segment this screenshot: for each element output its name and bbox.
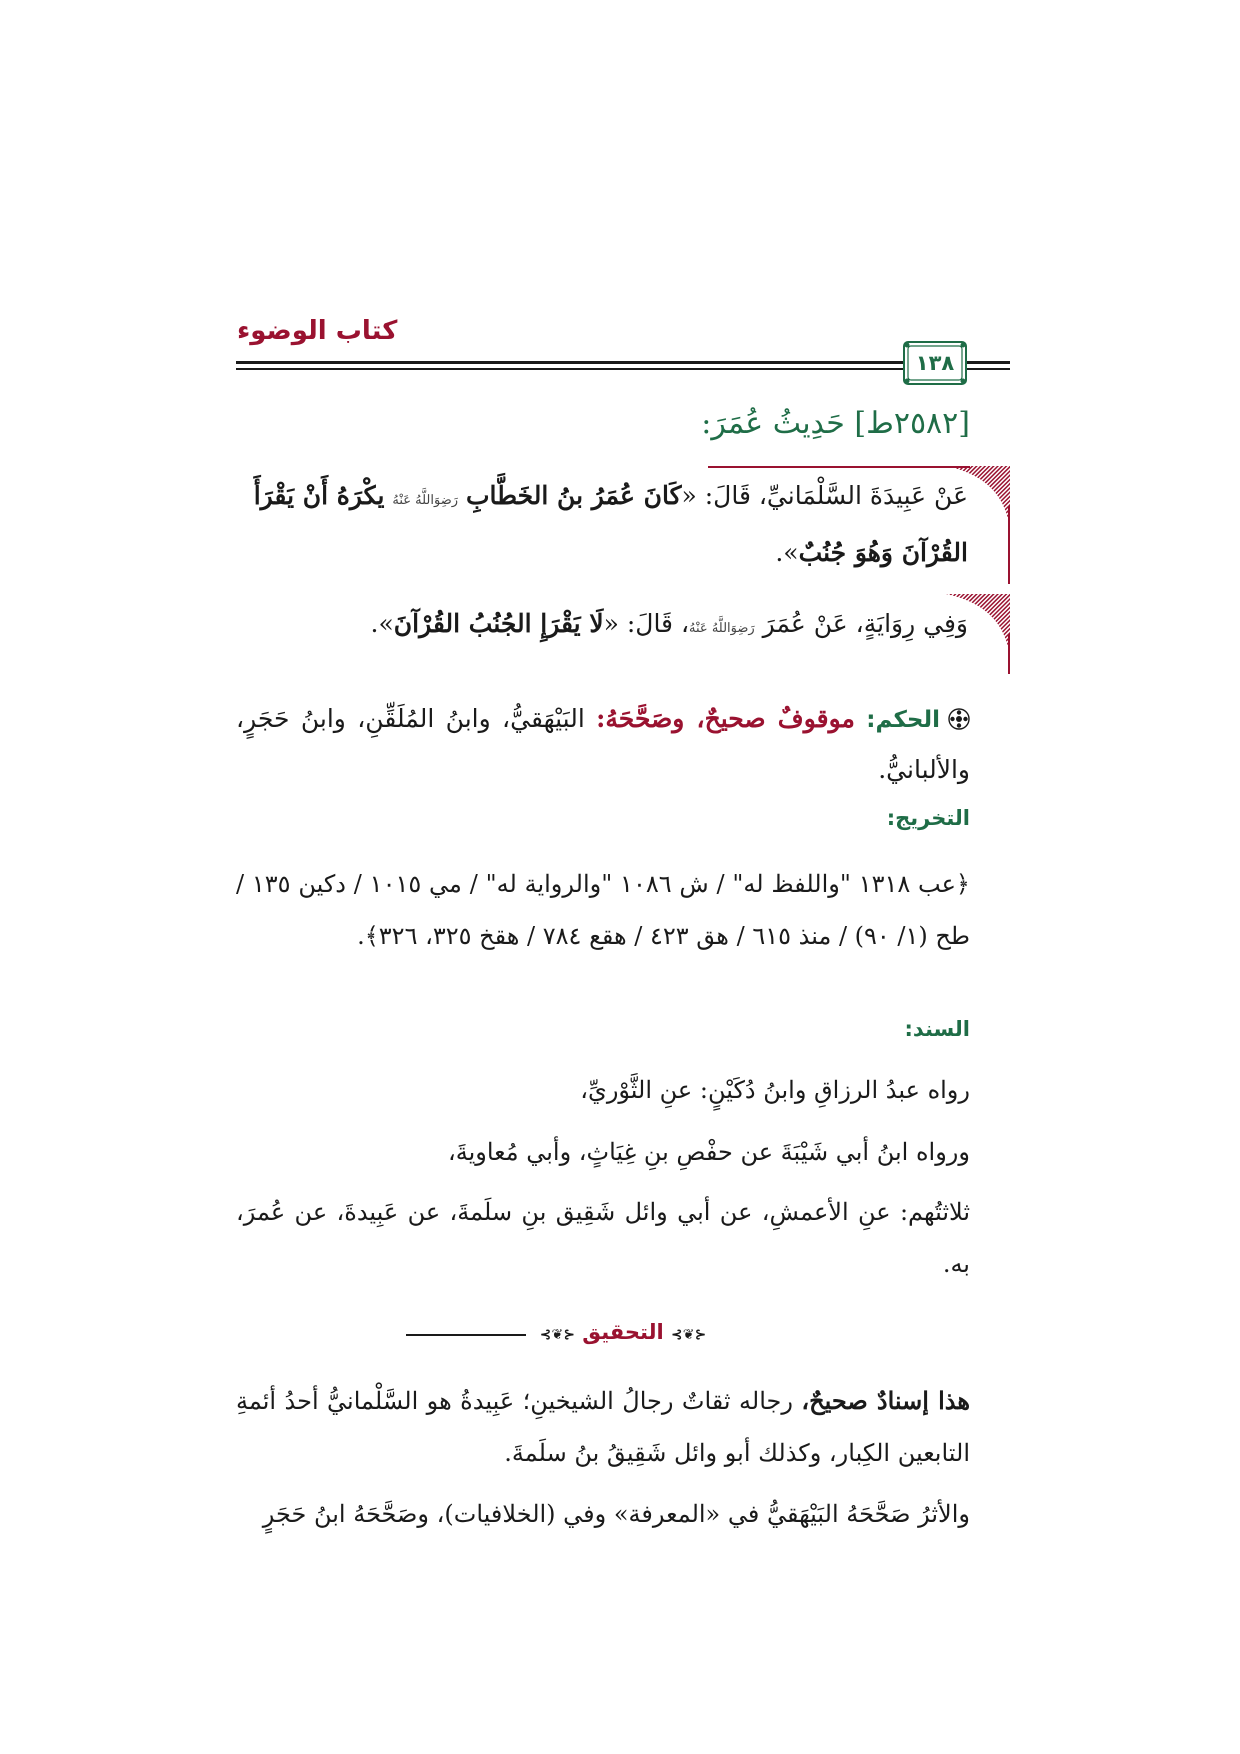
ruling (236, 694, 970, 795)
page-number-badge (903, 341, 967, 385)
sanad-line-2: ورواه ابنُ أبي شَيْبَةَ عن حفْصِ بنِ غِيَاثٍ، وأبي مُعاويةَ، (447, 1138, 970, 1166)
flower-ornament-icon (948, 708, 970, 730)
section-heading: [٢٥٨٢ط] حَدِيثُ عُمَرَ: (701, 406, 970, 441)
honorific-2: رَضِوَاللَّهُ عَنْهُ (689, 621, 755, 636)
sanad-line-1: رواه عبدُ الرزاقِ وابنُ دُكَيْنٍ: عنِ الثَّوْريِّ، (580, 1076, 970, 1104)
tahqiq-paragraph-1-text: رجاله ثقاتٌ رجالُ الشيخينِ؛ عَبِيدةُ هو السَّلْمانيُّ أحدُ أئمةِ التابعين الكِبار، وكذلك أبو وائل شَقِيقُ بنُ سلَمةَ. (236, 1387, 970, 1467)
hadith-box-1 (236, 466, 1010, 584)
honorific-1: رَضِوَاللَّهُ عَنْهُ (392, 493, 459, 508)
tahqiq-bold-lead: هذا إسنادٌ صحيحٌ، (801, 1386, 970, 1415)
takhrij-heading: التخريج: (886, 806, 970, 830)
tahqiq-paragraph-2: والأثرُ صَحَّحَهُ البَيْهَقيُّ في «المعرفة» وفي (الخلافيات)، وصَحَّحَهُ ابنُ حَجَرٍ (262, 1500, 970, 1528)
hadith-1-end: ». (775, 538, 799, 567)
ruling-label: الحكم: (866, 707, 940, 733)
divider-ornament-icon: ⊰❦⊱ (671, 1327, 707, 1343)
hadith-2-text (236, 598, 968, 655)
tahqiq-paragraph-1 (236, 1375, 970, 1479)
header-rule (236, 361, 1010, 373)
hadith-2-end: ». (370, 609, 394, 638)
sanad-line-3: ثلاثتُهم: عنِ الأعمشِ، عن أبي وائل شَقِيق بنِ سلَمةَ، عن عَبِيدةَ، عن عُمرَ، به. (236, 1198, 970, 1278)
takhrij-text: ﴿عب ١٣١٨ "واللفظ له" / ش ١٠٨٦ "والرواية له" / مي ١٠١٥ / دكين ١٣٥ / طح (١/ ٩٠) / منذ ٦١٥ / هق ٤٢٣ / هقع ٧٨٤ / هقخ ٣٢٥، ٣٢٦﴾. (236, 870, 970, 950)
book-title: كتاب الوضوء (237, 316, 398, 346)
tahqiq-heading: التحقيق (582, 1320, 664, 1344)
hadith-box-2 (236, 594, 1010, 674)
tahqiq-divider (236, 1320, 1010, 1350)
divider-ornament-icon: ⊰❦⊱ (539, 1327, 575, 1343)
sanad-heading: السند: (904, 1017, 970, 1041)
ruling-authorities: البَيْهَقيُّ، وابنُ المُلَقِّنِ، وابنُ حَجَرٍ، والألبانيُّ. (236, 704, 970, 784)
tahqiq-heading-wrap (236, 1320, 1010, 1344)
page-number: ١٣٨ (915, 351, 955, 375)
hadith-2-intro: وَفِي رِوَايَةٍ، عَنْ عُمَرَ (762, 609, 968, 638)
hadith-2-mid: ، قَالَ: « (603, 609, 690, 638)
ruling-status: موقوفٌ صحيحٌ، وصَحَّحَهُ: (596, 704, 855, 733)
hadith-1-intro: عَنْ عَبِيدَةَ السَّلْمَانيِّ، قَالَ: « (681, 481, 968, 510)
hadith-1-bold-1: كَانَ عُمَرُ بنُ الخَطَّابِ (465, 481, 682, 510)
hadith-1-bold-3: القُرْآنَ وَهُوَ جُنُبٌ (798, 538, 968, 567)
box-top-rule (708, 466, 970, 468)
hadith-1-bold-2: يكْرَهُ أَنْ يَقْرَأَ (253, 481, 385, 510)
hadith-1-text (236, 470, 968, 579)
hadith-2-bold: لَا يَقْرَإِ الجُنُبُ القُرْآنَ (393, 609, 604, 638)
